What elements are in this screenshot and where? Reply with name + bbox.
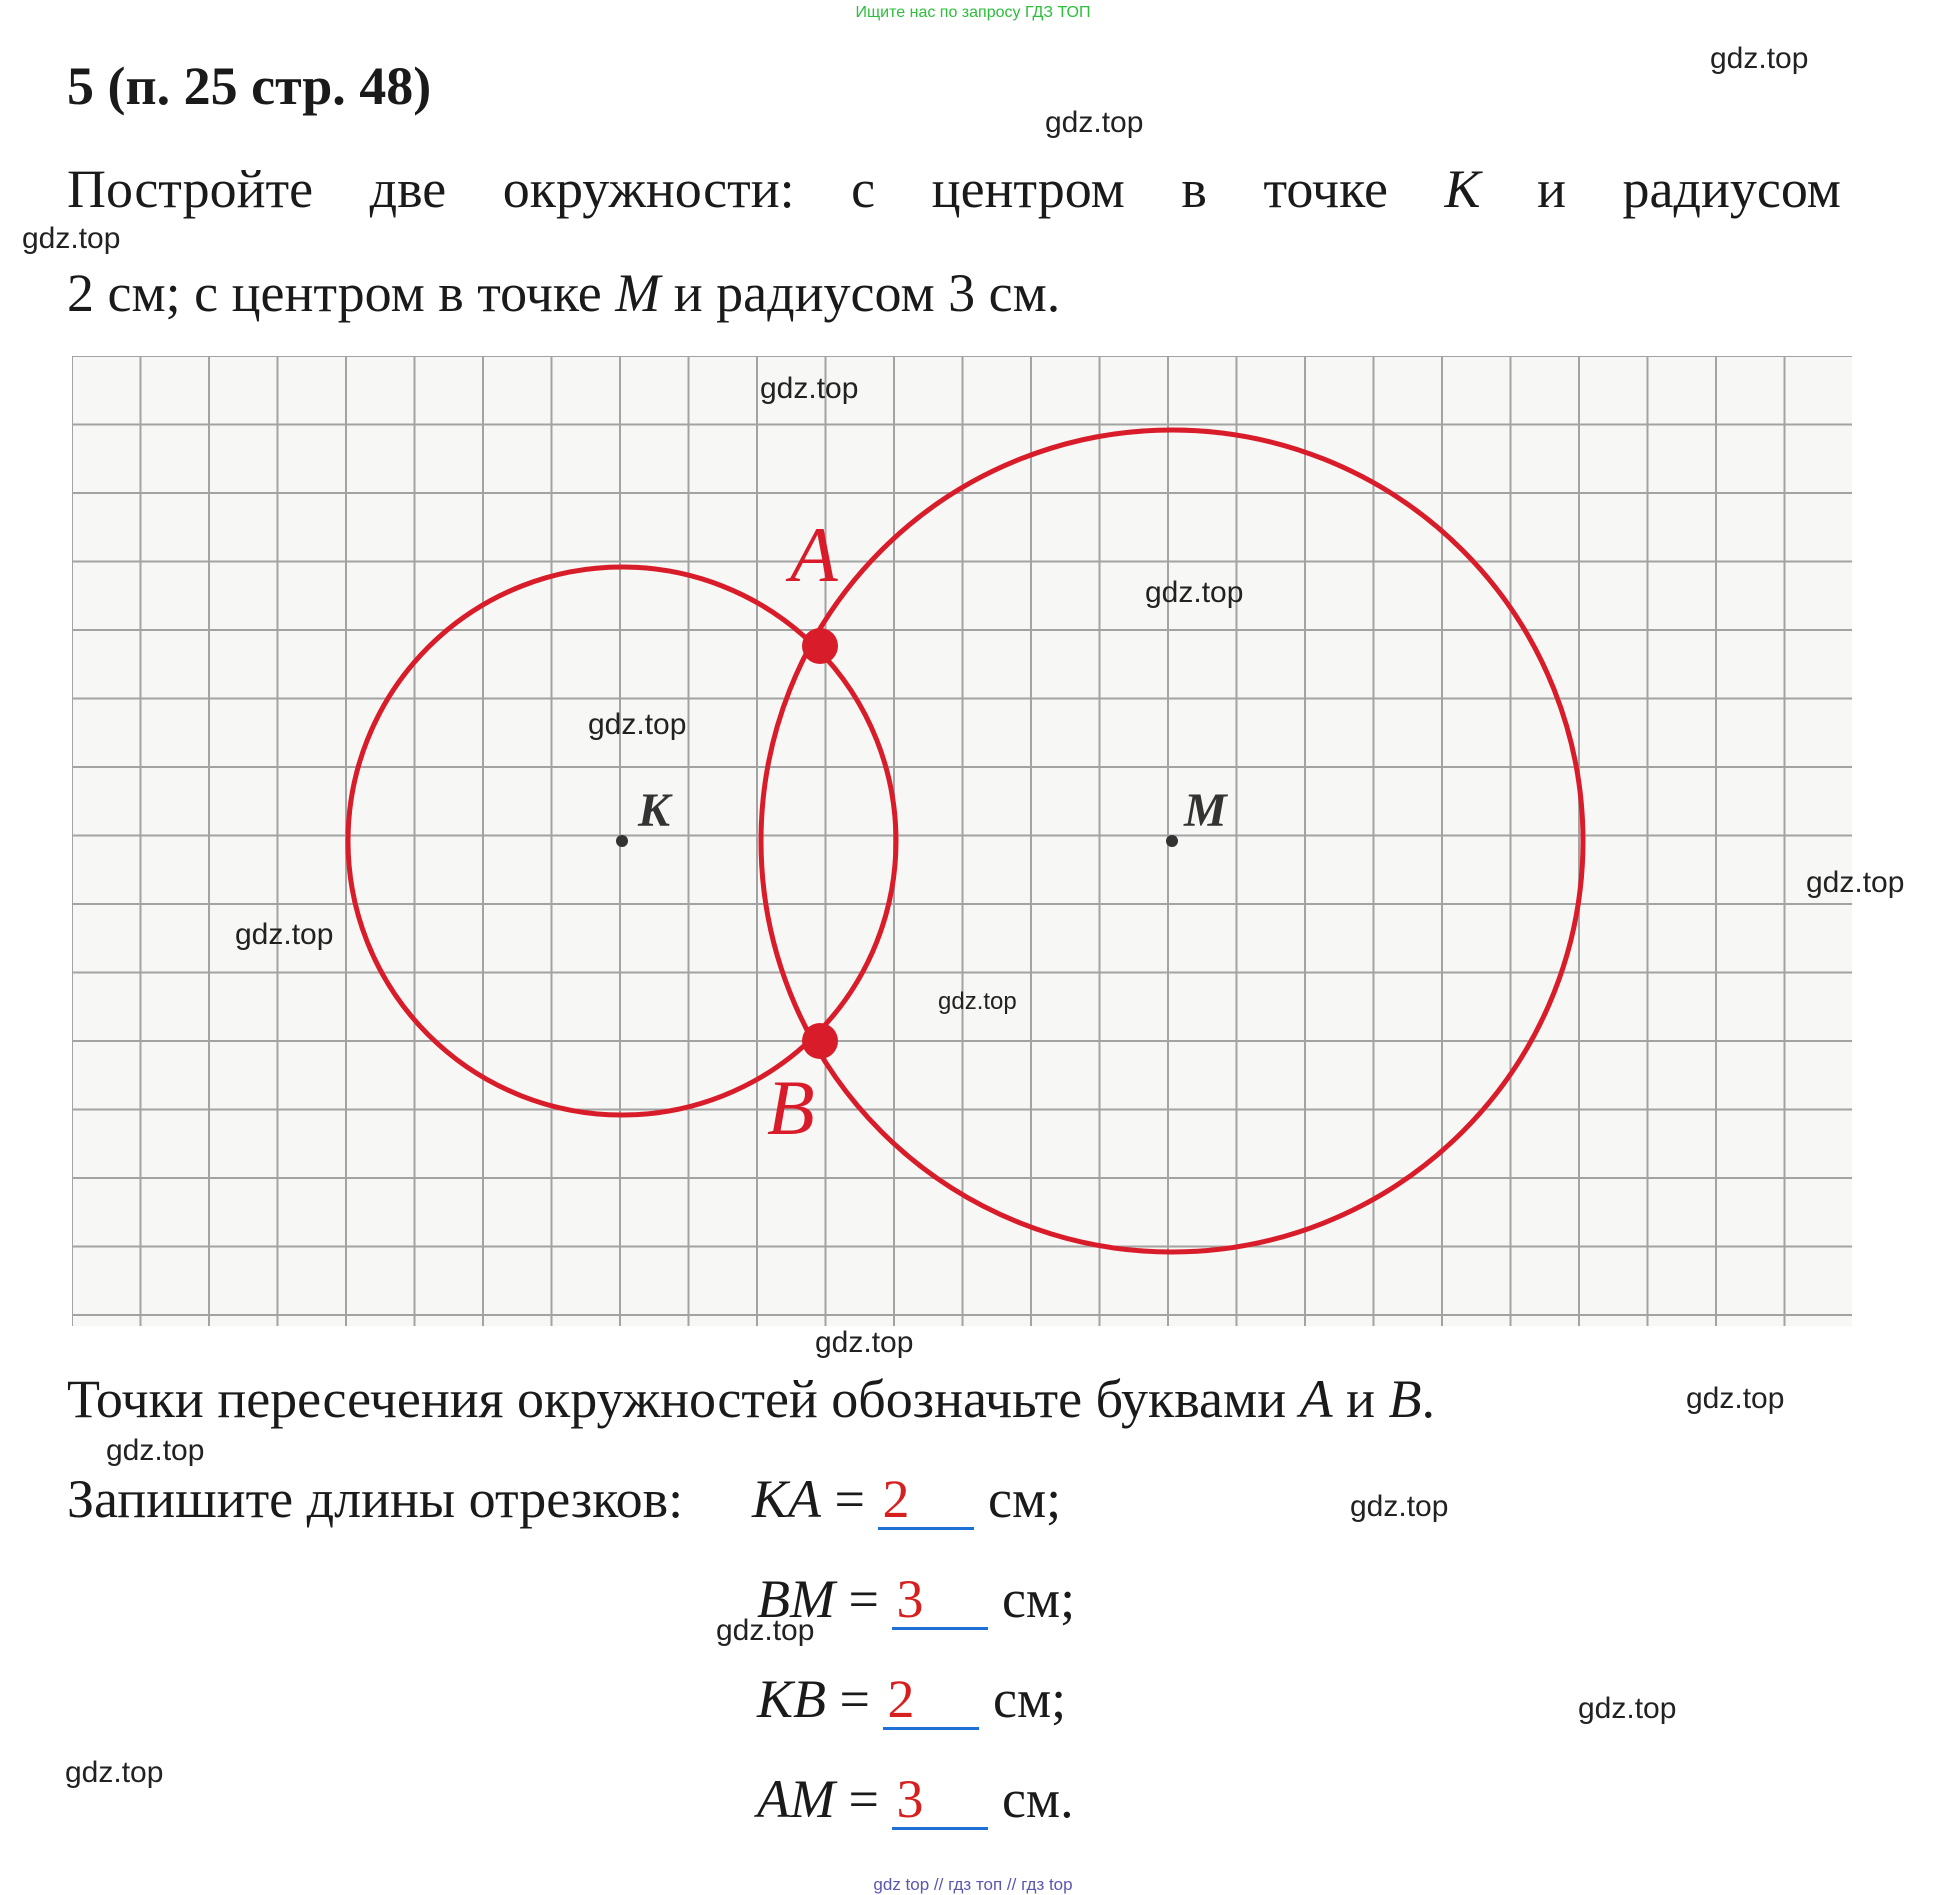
- center-k-label: K: [638, 784, 671, 837]
- construction-figure: [72, 356, 1852, 1326]
- answer-value: 2: [878, 1471, 974, 1530]
- watermark: gdz.top: [1350, 1490, 1449, 1523]
- center-m-label: M: [1184, 784, 1227, 837]
- statement-line-1: [67, 158, 1841, 220]
- task-title: 5 (п. 25 стр. 48): [67, 56, 432, 116]
- top-banner: Ищите нас по запросу ГДЗ ТОП: [855, 4, 1091, 21]
- watermark: gdz.top: [760, 372, 859, 405]
- watermark: gdz.top: [1806, 866, 1905, 899]
- point-a-label: A: [790, 511, 838, 598]
- watermark: gdz.top: [815, 1326, 914, 1359]
- word: Постройте: [67, 159, 314, 219]
- word: две: [369, 159, 447, 219]
- word: и: [1537, 159, 1566, 219]
- word: радиусом: [1622, 159, 1841, 219]
- watermark: gdz.top: [938, 988, 1017, 1015]
- answer-value: 3: [892, 1571, 988, 1630]
- word: в: [1181, 159, 1207, 219]
- word: точке: [1263, 159, 1388, 219]
- lengths-intro: Запишите длины отрезков:: [67, 1469, 684, 1529]
- point-k-variable: K: [1444, 159, 1481, 219]
- point-m-variable: M: [615, 263, 661, 323]
- watermark: gdz.top: [716, 1614, 815, 1647]
- word: окружности:: [502, 159, 795, 219]
- answer-kb: KB = 2 см;: [757, 1669, 1067, 1729]
- point-a-dot: [802, 628, 838, 664]
- statement-line-2: 2 см; с центром в точке M и радиусом 3 см.: [67, 263, 1061, 323]
- watermark: gdz.top: [1710, 42, 1809, 75]
- intersections-instruction: Точки пересечения окружностей обозначьте буквами A и B.: [67, 1369, 1435, 1429]
- center-k-dot: [616, 835, 628, 847]
- watermark: gdz.top: [22, 222, 121, 255]
- watermark: gdz.top: [1145, 576, 1244, 609]
- watermark: gdz.top: [1045, 106, 1144, 139]
- answer-value: 3: [892, 1771, 988, 1830]
- watermark: gdz.top: [588, 708, 687, 741]
- word: с: [851, 159, 876, 219]
- watermark: gdz.top: [235, 918, 334, 951]
- word: центром: [931, 159, 1125, 219]
- point-b-dot: [802, 1023, 838, 1059]
- watermark: gdz.top: [1578, 1692, 1677, 1725]
- answer-ka: KA = 2 см;: [752, 1469, 1062, 1529]
- watermark: gdz.top: [1686, 1382, 1785, 1415]
- watermark: gdz.top: [106, 1434, 205, 1467]
- answer-value: 2: [883, 1671, 979, 1730]
- footer: gdz top // гдз топ // гдз top: [873, 1875, 1073, 1894]
- answer-bm: BM = 3 см;: [757, 1569, 1076, 1629]
- answer-am: AM = 3 см.: [757, 1769, 1074, 1829]
- watermark: gdz.top: [65, 1756, 164, 1789]
- center-m-dot: [1166, 835, 1178, 847]
- point-b-label: B: [767, 1064, 815, 1151]
